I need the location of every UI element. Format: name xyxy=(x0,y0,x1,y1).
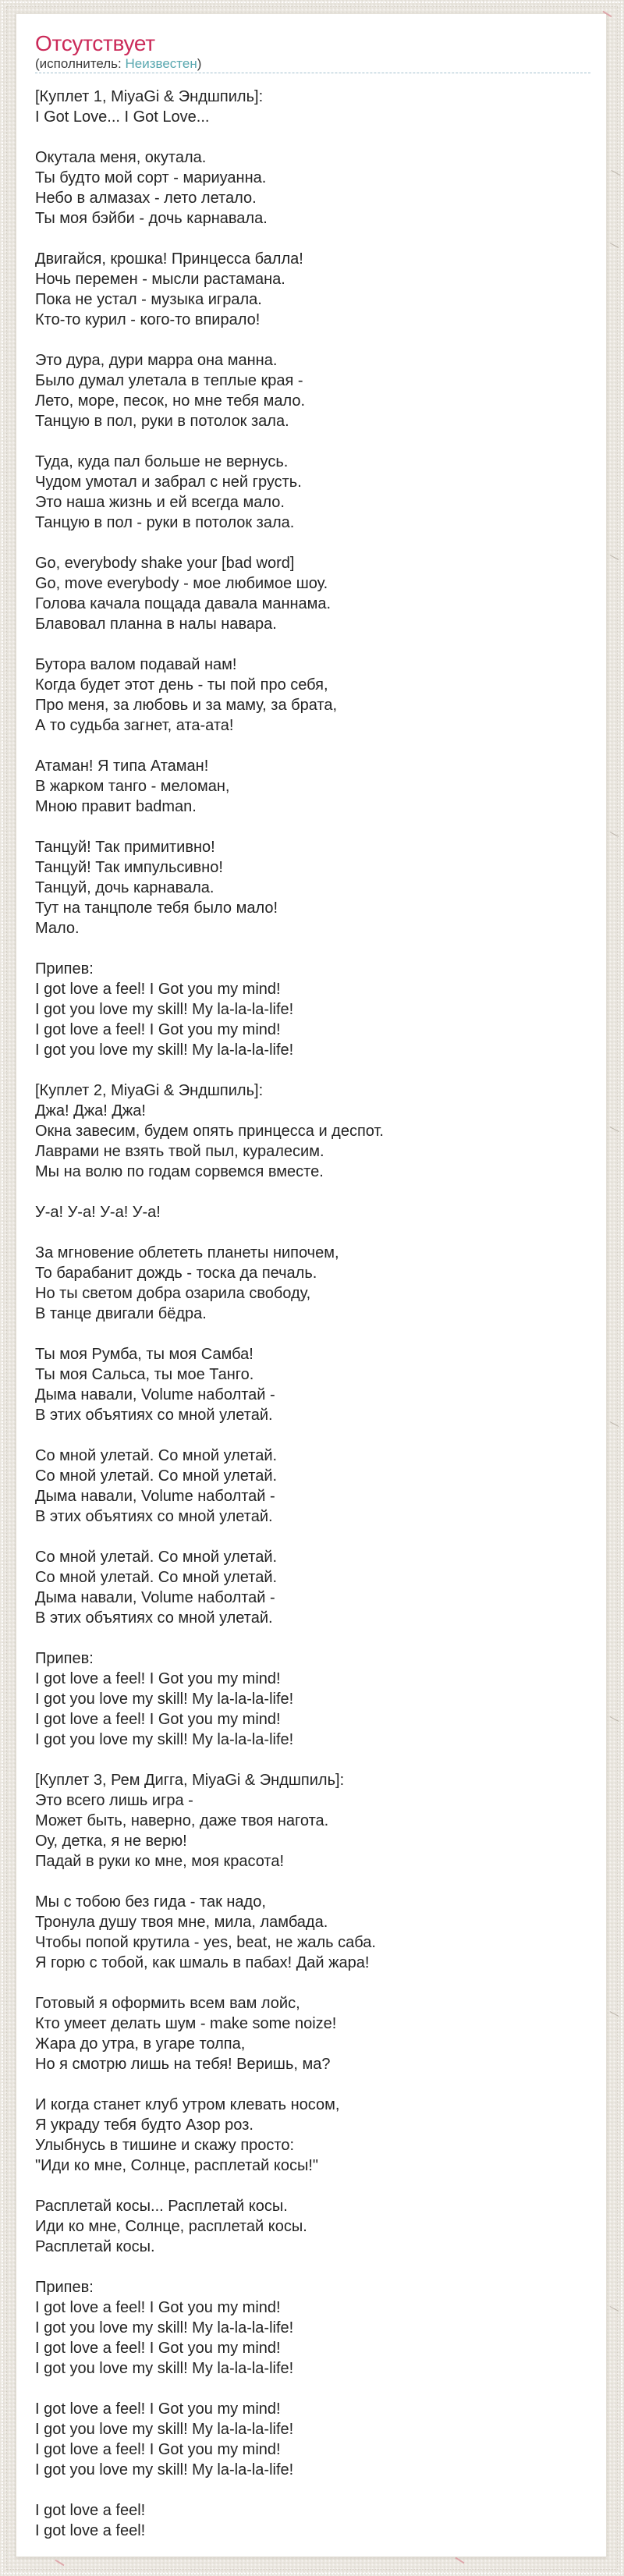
stanza xyxy=(35,350,590,431)
lyric-line: Кто умеет делать шум - make some noize! xyxy=(35,2015,337,2032)
artist-link[interactable]: Неизвестен xyxy=(125,56,197,71)
lyric-line: Чудом умотал и забрал с ней грусть. xyxy=(35,474,302,491)
lyric-line: Танцуй, дочь карнавала. xyxy=(35,879,214,896)
texture-scratch xyxy=(610,2306,619,2312)
lyric-line: Двигайся, крошка! Принцесса балла! xyxy=(35,250,303,268)
lyric-line: Я украду тебя будто Азор роз. xyxy=(35,2117,254,2134)
lyric-line: Припев: xyxy=(35,1650,94,1667)
lyric-line: Небо в алмазах - лето летало. xyxy=(35,190,257,207)
lyric-line: I got love a feel! I Got you my mind! xyxy=(35,2400,281,2418)
stanza xyxy=(35,1446,590,1527)
lyric-line: I got love a feel! I Got you my mind! xyxy=(35,1670,281,1687)
lyric-line: Припев: xyxy=(35,2279,94,2296)
texture-scratch xyxy=(455,2557,464,2564)
lyric-line: Дыма навали, Volume наболтай - xyxy=(35,1589,275,1606)
texture-scratch xyxy=(610,555,619,560)
lyric-line: I got you love my skill! My la-la-la-life! xyxy=(35,1001,294,1018)
stanza xyxy=(35,655,590,736)
lyric-line: Ночь перемен - мысли растамана. xyxy=(35,271,285,288)
stanza xyxy=(35,837,590,939)
texture-scratch xyxy=(610,832,619,837)
lyric-line: [Куплет 2, MiyaGi & Эндшпиль]: xyxy=(35,1082,264,1099)
lyric-line: Go, everybody shake your [bad word] xyxy=(35,555,295,572)
lyric-line: Окутала меня, окутала. xyxy=(35,149,207,166)
lyric-line: I got love a feel! I Got you my mind! xyxy=(35,981,281,998)
lyric-line: Про меня, за любовь и за маму, за брата, xyxy=(35,697,338,714)
lyric-line: [Куплет 1, MiyaGi & Эндшпиль]: xyxy=(35,88,264,105)
lyric-line: I got you love my skill! My la-la-la-life! xyxy=(35,2319,294,2336)
stanza xyxy=(35,1202,590,1222)
lyric-line: Атаман! Я типа Атаман! xyxy=(35,758,209,775)
stanza xyxy=(35,2500,590,2541)
stanza xyxy=(35,452,590,533)
texture-scratch xyxy=(55,2560,64,2567)
texture-scratch xyxy=(610,1421,619,1427)
lyric-line: I got you love my skill! My la-la-la-life! xyxy=(35,2421,294,2438)
lyric-line: Жара до утра, в угаре толпа, xyxy=(35,2035,246,2053)
lyrics xyxy=(35,87,590,2541)
lyric-line: И когда станет клуб утром клевать носом, xyxy=(35,2096,340,2113)
artist-label: (исполнитель: xyxy=(35,56,126,71)
lyric-line: Это дура, дури марра она манна. xyxy=(35,352,278,369)
lyric-line: I got you love my skill! My la-la-la-life! xyxy=(35,2461,294,2478)
stanza xyxy=(35,1648,590,1750)
lyric-line: Танцую в пол - руки в потолок зала. xyxy=(35,514,295,531)
lyric-line: Дыма навали, Volume наболтай - xyxy=(35,1488,275,1505)
artist-row xyxy=(35,56,590,73)
lyric-line: Ты моя бэйби - дочь карнавала. xyxy=(35,210,268,227)
lyric-line: I got you love my skill! My la-la-la-life! xyxy=(35,1731,294,1748)
lyric-line: Go, move everybody - мое любимое шоу. xyxy=(35,575,328,592)
lyric-line: Мы на волю по годам сорвемся вместе. xyxy=(35,1163,324,1180)
lyric-line: Туда, куда пал больше не вернусь. xyxy=(35,453,289,470)
lyric-line: Когда будет этот день - ты пой про себя, xyxy=(35,676,328,694)
lyric-line: Кто-то курил - кого-то впирало! xyxy=(35,311,261,328)
stanza xyxy=(35,1770,590,1872)
lyric-line: Тут на танцполе тебя было мало! xyxy=(35,899,278,917)
lyric-line: Окна завесим, будем опять принцесса и деспот. xyxy=(35,1123,384,1140)
lyric-line: В этих объятиях со мной улетай. xyxy=(35,1508,273,1525)
stanza xyxy=(35,1993,590,2074)
lyric-line: Но я смотрю лишь на тебя! Веришь, ма? xyxy=(35,2056,331,2073)
lyric-line: I got you love my skill! My la-la-la-life! xyxy=(35,1691,294,1708)
lyric-line: Бутора валом подавай нам! xyxy=(35,656,237,673)
lyric-line: Это наша жизнь и ей всегда мало. xyxy=(35,494,285,511)
stanza xyxy=(35,959,590,1060)
lyric-line: I got love a feel! xyxy=(35,2522,146,2539)
lyric-line: Но ты светом добра озарила свободу, xyxy=(35,1285,311,1302)
lyric-line: Со мной улетай. Со мной улетай. xyxy=(35,1569,278,1586)
lyric-line: Тронула душу твоя мне, мила, ламбада. xyxy=(35,1914,328,1931)
lyric-line: Припев: xyxy=(35,960,94,978)
stanza xyxy=(35,1080,590,1182)
stanza xyxy=(35,147,590,229)
lyric-line: В этих объятиях со мной улетай. xyxy=(35,1609,273,1627)
texture-scratch xyxy=(610,2011,619,2017)
lyric-line: I got love a feel! I Got you my mind! xyxy=(35,2441,281,2458)
lyric-line: Танцуй! Так примитивно! xyxy=(35,839,215,856)
lyric-line: Танцуй! Так импульсивно! xyxy=(35,859,223,876)
lyric-line: Мы с тобою без гида - так надо, xyxy=(35,1893,266,1911)
stanza xyxy=(35,87,590,127)
lyric-line: Я горю с тобой, как шмаль в пабах! Дай жара! xyxy=(35,1954,370,1971)
lyric-line: I got you love my skill! My la-la-la-life! xyxy=(35,2360,294,2377)
lyric-line: Лето, море, песок, но мне тебя мало. xyxy=(35,392,306,410)
lyric-line: I got love a feel! I Got you my mind! xyxy=(35,1711,281,1728)
lyric-line: Чтобы попой крутила - yes, beat, не жаль саба. xyxy=(35,1934,376,1951)
stanza xyxy=(35,2196,590,2257)
texture-scratch xyxy=(610,1716,619,1722)
stanza xyxy=(35,756,590,817)
lyric-line: Оу, детка, я не верю! xyxy=(35,1833,187,1850)
lyric-line: Танцую в пол, руки в потолок зала. xyxy=(35,413,289,430)
song-title: Отсутствует xyxy=(35,31,155,55)
stanza xyxy=(35,553,590,634)
lyric-line: То барабанит дождь - тоска да печаль. xyxy=(35,1265,317,1282)
stanza xyxy=(35,1243,590,1324)
lyric-line: Иди ко мне, Солнце, расплетай косы. xyxy=(35,2218,307,2235)
texture-scratch xyxy=(610,243,619,248)
lyric-line: Это всего лишь игра - xyxy=(35,1792,193,1809)
stanza xyxy=(35,1344,590,1425)
texture-scratch xyxy=(610,1127,619,1132)
lyric-line: Голова качала пощада давала маннама. xyxy=(35,595,332,612)
lyric-line: Ты моя Румба, ты моя Самба! xyxy=(35,1346,254,1363)
lyric-line: [Куплет 3, Рем Дигга, MiyaGi & Эндшпиль]: xyxy=(35,1772,345,1789)
lyrics-card xyxy=(16,13,607,2557)
lyric-line: Блавовал планна в налы навара. xyxy=(35,616,277,633)
lyric-line: Готовый я оформить всем вам лойс, xyxy=(35,1995,300,2012)
stanza xyxy=(35,2277,590,2379)
lyric-line: За мгновение облететь планеты нипочем, xyxy=(35,1244,339,1261)
lyric-line: Может быть, наверно, даже твоя нагота. xyxy=(35,1812,329,1829)
lyric-line: Ты моя Сальса, ты мое Танго. xyxy=(35,1366,254,1383)
lyric-line: Со мной улетай. Со мной улетай. xyxy=(35,1467,278,1485)
lyric-line: I got love a feel! I Got you my mind! xyxy=(35,2340,281,2357)
stanza xyxy=(35,2399,590,2480)
lyric-line: Ты будто мой сорт - мариуанна. xyxy=(35,169,267,186)
lyric-line: Расплетай косы. xyxy=(35,2238,155,2255)
lyric-line: Дыма навали, Volume наболтай - xyxy=(35,1386,275,1403)
stanza xyxy=(35,1892,590,1973)
lyric-line: Падай в руки ко мне, моя красота! xyxy=(35,1853,285,1870)
lyric-line: Было думал улетала в теплые края - xyxy=(35,372,303,389)
lyric-line: В танце двигали бёдра. xyxy=(35,1305,207,1322)
stanza xyxy=(35,249,590,330)
lyric-line: I got you love my skill! My la-la-la-life! xyxy=(35,1041,294,1059)
lyric-line: I got love a feel! I Got you my mind! xyxy=(35,2299,281,2316)
lyric-line: I got love a feel! xyxy=(35,2502,146,2519)
lyric-line: Расплетай косы... Расплетай косы. xyxy=(35,2198,288,2215)
lyric-line: А то судьба загнет, ата-ата! xyxy=(35,717,234,734)
texture-scratch xyxy=(612,170,621,176)
lyric-line: Мало. xyxy=(35,920,80,937)
lyric-line: У-а! У-а! У-а! У-а! xyxy=(35,1204,161,1221)
lyric-line: Джа! Джа! Джа! xyxy=(35,1102,146,1119)
lyric-line: Со мной улетай. Со мной улетай. xyxy=(35,1549,278,1566)
lyric-line: Мною правит badman. xyxy=(35,798,197,815)
stanza xyxy=(35,1547,590,1628)
artist-label-close: ) xyxy=(197,56,202,71)
lyric-line: I got love a feel! I Got you my mind! xyxy=(35,1021,281,1038)
lyric-line: В этих объятиях со мной улетай. xyxy=(35,1407,273,1424)
lyric-line: В жарком танго - меломан, xyxy=(35,778,230,795)
lyric-line: Улыбнусь в тишине и скажу просто: xyxy=(35,2137,295,2154)
lyric-line: Со мной улетай. Со мной улетай. xyxy=(35,1447,278,1464)
stanza xyxy=(35,2095,590,2176)
lyric-line: Пока не устал - музыка играла. xyxy=(35,291,262,308)
lyric-line: Лаврами не взять твой пыл, куралесим. xyxy=(35,1143,324,1160)
lyric-line: "Иди ко мне, Солнце, расплетай косы!" xyxy=(35,2157,318,2174)
lyric-line: I Got Love... I Got Love... xyxy=(35,108,210,126)
